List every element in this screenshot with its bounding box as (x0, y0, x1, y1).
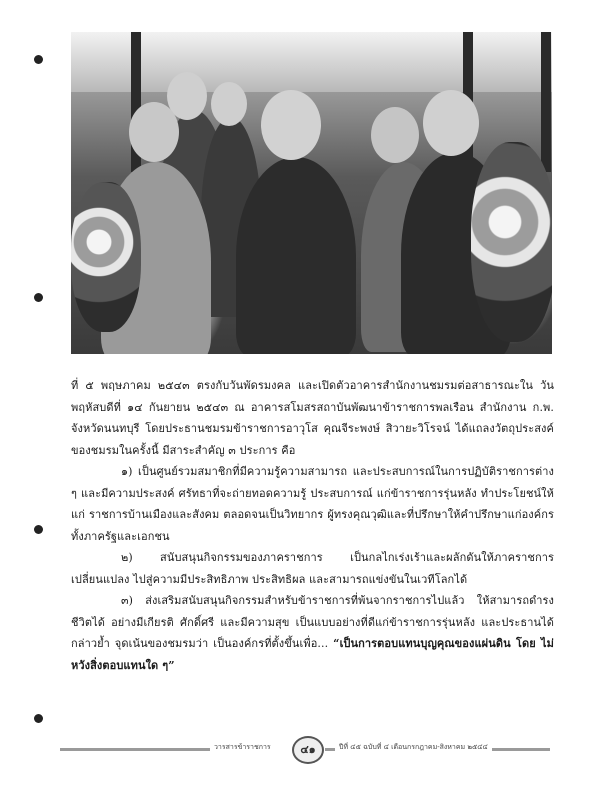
page-number: ๔๑ (292, 736, 324, 764)
paragraph-4 (71, 590, 554, 676)
binder-hole-3 (34, 525, 43, 534)
paragraph-1: ที่ ๕ พฤษภาคม ๒๕๔๓ ตรงกับวันพัดรมงคล และเปิดตัวอาคารสำนักงานชมรมต่อสาธารณะใน วันพฤหัสบดีที่ ๑๔ กันยายน ๒๕๔๓ ณ อาคารสโมสรสถาบันพัฒนาข้าราชการพลเรือน สำนักงาน ก.พ. จังหวัดนนทบุรี โดยประธานชมรมข้าราชการอาวุโส คุณจีระพงษ์ สิวายะวิโรจน์ ได้แถลงวัตถุประสงค์ ของชมรมในครั้งนี้ มีสาระสำคัญ ๓ ประการ คือ (71, 379, 554, 457)
person-center-woman (236, 157, 356, 354)
head (423, 90, 479, 156)
binder-hole-4 (34, 714, 43, 723)
paragraph-4-main: ๓) ส่งเสริมสนับสนุนกิจกรรมสำหรับข้าราชการที่พ้นจากราชการไปแล้ว ให้สามารถดำรงชีวิตได้ อย่างมีเกียรติ ศักดิ์ศรี และมีความสุข เป็นแบบอย่างที่ดีแก่ข้าราชการรุ่นหลัง และประธานได้กล่าวย้ำ จุดเน้นของชมรมว่า เป็นองค์กรที่ตั้งขึ้นเพื่อ... (71, 594, 554, 650)
flower-bouquet-left (71, 182, 141, 332)
flower-bouquet-right (471, 142, 552, 342)
photo-ceiling (71, 32, 552, 92)
paragraph-2: ๑) เป็นศูนย์รวมสมาชิกที่มีความรู้ความสามารถ และประสบการณ์ในการปฏิบัติราชการต่าง ๆ และมีความประสงค์ ศรัทธาที่จะถ่ายทอดความรู้ ประสบการณ์ แก่ข้าราชการรุ่นหลัง ทำประโยชน์ให้แก่ ราชการบ้านเมืองและสังคม ตลอดจนเป็นวิทยากร ผู้ทรงคุณวุฒิและที่ปรึกษาให้คำปรึกษาแก่องค์กร ทั้งภาครัฐและเอกชน (71, 465, 554, 543)
head (261, 90, 321, 160)
head (129, 102, 179, 162)
article-body (71, 375, 554, 676)
paragraph-3: ๒) สนับสนุนกิจกรรมของภาคราชการ เป็นกลไกเร่งเร้าและผลักดันให้ภาคราชการเปลี่ยนแปลง ไปสู่ความมีประสิทธิภาพ ประสิทธิผล และสามารถแข่งขันในเวทีโลกได้ (71, 551, 554, 586)
head (211, 82, 247, 126)
page-footer (60, 736, 550, 762)
paragraph-4-quote: “เป็นการตอบแทนบุญคุณของแผ่นดิน โดย ไม่หวังสิ่งตอบแทนใด ๆ” (71, 637, 554, 672)
photo-pillar (541, 32, 551, 172)
binder-hole-1 (34, 55, 43, 64)
head (371, 107, 419, 163)
binder-hole-2 (34, 293, 43, 302)
publication-issue: ปีที่ ๔๕ ฉบับที่ ๔ เดือนกรกฎาคม-สิงหาคม ๒๕๔๔ (335, 742, 492, 753)
publication-name: วารสารข้าราชการ (210, 742, 275, 753)
group-photo (71, 32, 552, 354)
